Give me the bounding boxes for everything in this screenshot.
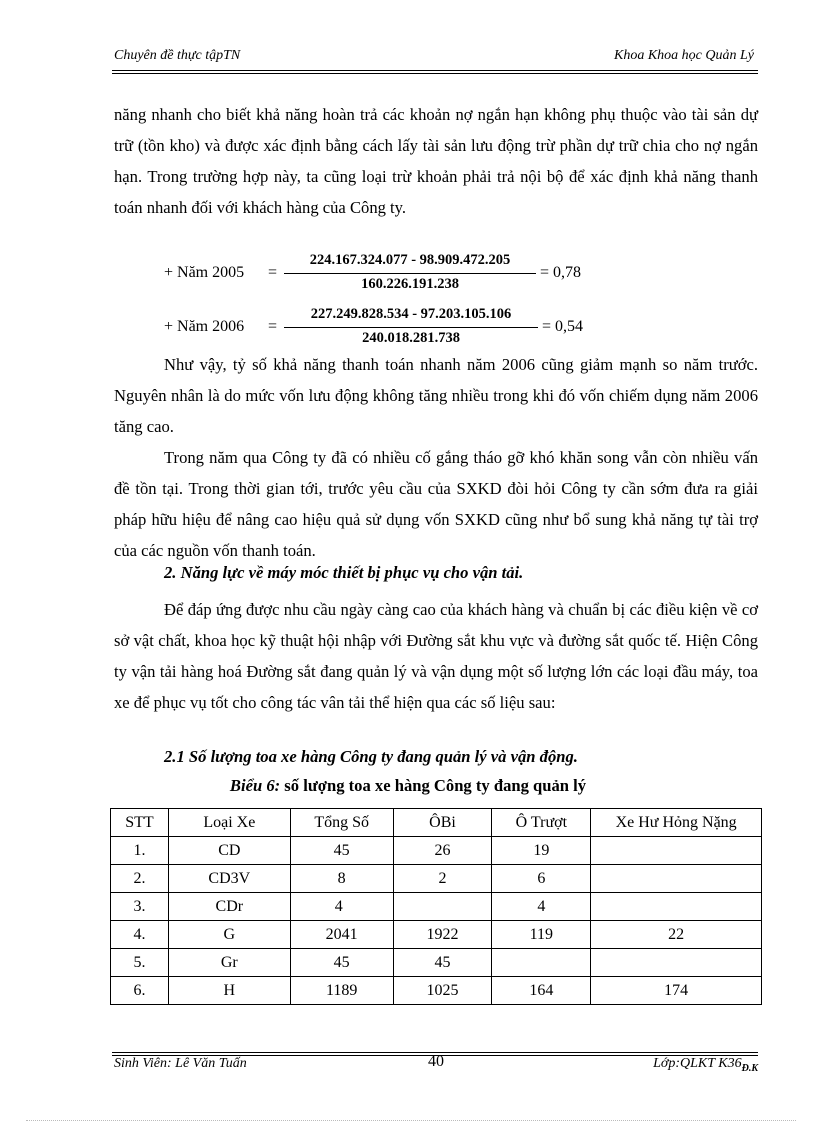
footer-class-sub: Đ.K — [741, 1062, 758, 1074]
wagon-table — [110, 808, 762, 1005]
table-row — [111, 865, 762, 893]
table-cell: 45 — [393, 949, 492, 977]
formula-denominator: 160.226.191.238 — [361, 276, 459, 292]
table-cell — [591, 949, 762, 977]
formula-2006 — [164, 306, 684, 354]
table-cell: 1922 — [393, 921, 492, 949]
table-cell: CD3V — [168, 865, 290, 893]
header-right: Khoa Khoa học Quản Lý — [614, 48, 754, 63]
body-text — [114, 99, 758, 223]
formula-result: = 0,78 — [540, 264, 582, 281]
table-cell: 4 — [290, 893, 393, 921]
table-header-cell: STT — [111, 809, 169, 837]
table-cell: 45 — [290, 837, 393, 865]
table-caption — [0, 776, 816, 796]
table-cell: 1. — [111, 837, 169, 865]
table-cell: 3. — [111, 893, 169, 921]
body-text-3 — [114, 594, 758, 718]
table-cell — [591, 837, 762, 865]
table-cell: 2 — [393, 865, 492, 893]
table-cell: H — [168, 977, 290, 1005]
table-cell: 19 — [492, 837, 591, 865]
formula-2005 — [164, 252, 684, 300]
formula-equals: = — [268, 318, 278, 335]
formula-result: = 0,54 — [542, 318, 584, 335]
table-cell: 1025 — [393, 977, 492, 1005]
table-cell: 174 — [591, 977, 762, 1005]
footer-student: Sinh Viên: Lê Văn Tuấn — [114, 1056, 247, 1071]
table-cell: CD — [168, 837, 290, 865]
table-cell: G — [168, 921, 290, 949]
table-cell: 26 — [393, 837, 492, 865]
table-cell: CDr — [168, 893, 290, 921]
table-row — [111, 893, 762, 921]
footer-class — [653, 1056, 758, 1074]
formula-numerator: 227.249.828.534 - 97.203.105.106 — [310, 306, 512, 322]
formula-numerator: 224.167.324.077 - 98.909.472.205 — [309, 252, 511, 268]
formula-label: + Năm 2006 — [164, 318, 245, 335]
table-row — [111, 921, 762, 949]
formula-equals: = — [268, 264, 278, 281]
table-cell: Gr — [168, 949, 290, 977]
table-cell — [393, 893, 492, 921]
table-cell: 8 — [290, 865, 393, 893]
table-header-row — [111, 809, 762, 837]
table-cell: 6. — [111, 977, 169, 1005]
section-heading-2-1: 2.1 Số lượng toa xe hàng Công ty đang quản lý và vận động. — [164, 747, 578, 766]
body-text-2 — [114, 349, 758, 566]
table-header-cell: Tổng Số — [290, 809, 393, 837]
table-cell: 6 — [492, 865, 591, 893]
table-row — [111, 837, 762, 865]
page-number: 40 — [428, 1053, 444, 1070]
header-rule — [112, 70, 758, 71]
table-header-cell: Xe Hư Hỏng Nặng — [591, 809, 762, 837]
table-cell: 2. — [111, 865, 169, 893]
section-heading-2: 2. Năng lực về máy móc thiết bị phục vụ cho vận tải. — [164, 563, 524, 582]
table-row — [111, 949, 762, 977]
table-header-cell: Loại Xe — [168, 809, 290, 837]
table-cell: 2041 — [290, 921, 393, 949]
table-cell: 45 — [290, 949, 393, 977]
caption-prefix: Biểu 6: — [229, 776, 281, 795]
table-header-cell: Ô Trượt — [492, 809, 591, 837]
paragraph-2: Như vậy, tỷ số khả năng thanh toán nhanh năm 2006 cũng giảm mạnh so năm trước. Nguyên nhân là do mức vốn lưu động không tăng nhiều trong khi đó vốn chiếm dụng năm 2006 tăng cao. — [114, 355, 758, 436]
table-cell — [591, 893, 762, 921]
table-cell: 4 — [492, 893, 591, 921]
page-edge — [26, 1120, 796, 1121]
table-cell: 22 — [591, 921, 762, 949]
table-cell — [492, 949, 591, 977]
table-cell: 4. — [111, 921, 169, 949]
table-row — [111, 977, 762, 1005]
footer-class-label: Lớp:QLKT K36 — [653, 1056, 742, 1071]
table-cell: 119 — [492, 921, 591, 949]
table-cell: 1189 — [290, 977, 393, 1005]
formula-denominator: 240.018.281.738 — [362, 330, 460, 346]
fraction-bar — [284, 273, 536, 274]
table-cell: 5. — [111, 949, 169, 977]
paragraph-4: Để đáp ứng được nhu cầu ngày càng cao của khách hàng và chuẩn bị các điều kiện về cơ sở vật chất, khoa học kỹ thuật hội nhập với Đường sắt khu vực và đường sắt quốc tế. Hiện Công ty vận tải hàng hoá Đường sắt đang quản lý và vận dụng một số lượng lớn các loại đầu máy, toa xe để phục vụ tốt cho công tác vân tải thể hiện qua các số liệu sau: — [114, 600, 758, 712]
caption-text: số lượng toa xe hàng Công ty đang quản lý — [280, 776, 587, 795]
fraction-bar — [284, 327, 538, 328]
header-rule-thin — [112, 73, 758, 74]
table-header-cell: ÔBi — [393, 809, 492, 837]
paragraph-1: năng nhanh cho biết khả năng hoàn trả các khoản nợ ngắn hạn không phụ thuộc vào tài sản dự trữ (tồn kho) và được xác định bằng cách lấy tài sản lưu động trừ phần dự trữ chia cho nợ ngắn hạn. Trong trường hợp này, ta cũng loại trừ khoản phải trả nội bộ để xác định khả năng thanh toán nhanh đối với khách hàng của Công ty. — [114, 105, 758, 217]
table-cell — [591, 865, 762, 893]
table-cell: 164 — [492, 977, 591, 1005]
formula-label: + Năm 2005 — [164, 264, 245, 281]
paragraph-3: Trong năm qua Công ty đã có nhiều cố gắng tháo gỡ khó khăn song vẫn còn nhiều vấn đề tồn tại. Trong thời gian tới, trước yêu cầu của SXKD đòi hỏi Công ty cần sớm đưa ra giải pháp hữu hiệu để nâng cao hiệu quả sử dụng vốn SXKD cũng như bổ sung khả năng tự tài trợ của các nguồn vốn thanh toán. — [114, 448, 758, 560]
header-left: Chuyên đề thực tậpTN — [114, 48, 241, 63]
